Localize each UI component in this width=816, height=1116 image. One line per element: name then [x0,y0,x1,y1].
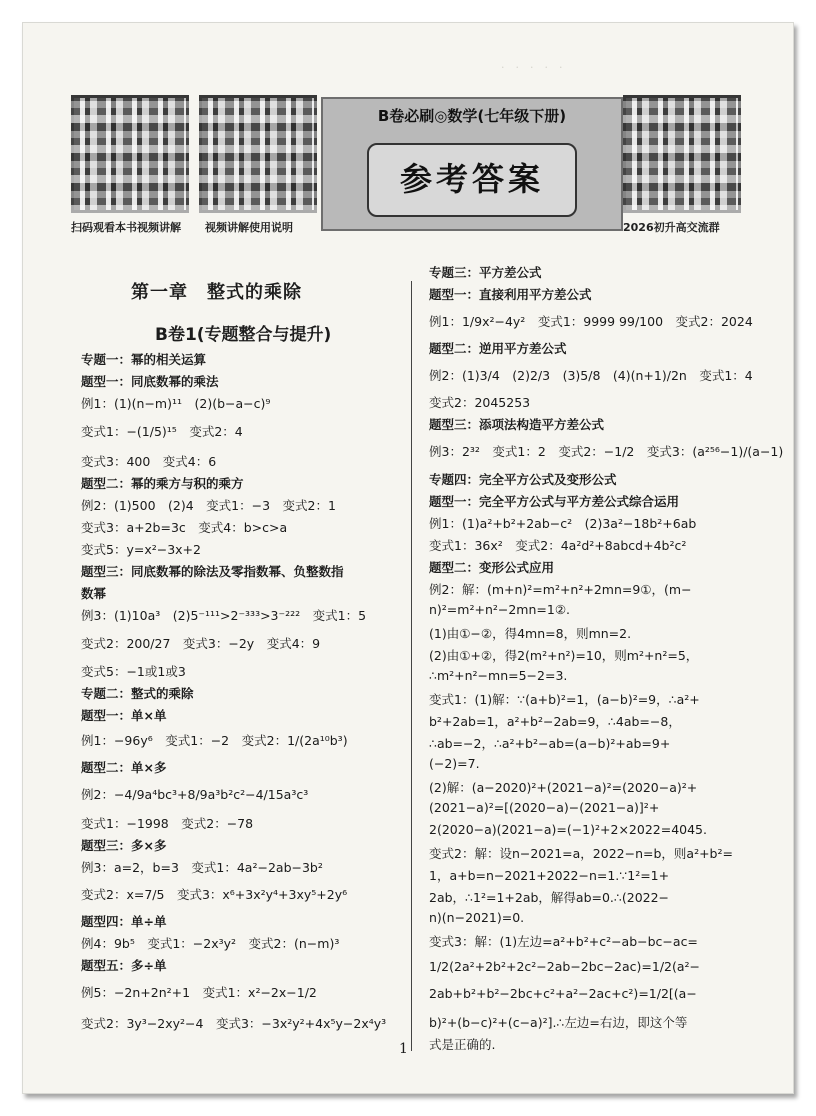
right-line: ∴ab=−2，∴a²+b²−ab=(a−b)²+ab=9+ [429,736,671,751]
right-line: 专题三：平方差公式 [429,265,542,280]
right-line: (−2)=7. [429,756,480,771]
right-line: 变式2：解：设n−2021=a，2022−n=b，则a²+b²= [429,846,733,861]
right-line: 例3：2³² 变式1：2 变式2：−1/2 变式3：(a²⁵⁶−1)/(a−1) [429,444,784,459]
left-line: 题型四：单÷单 [81,914,167,929]
right-line: 题型二：变形公式应用 [429,560,555,575]
right-line: b²+2ab=1，a²+b²−2ab=9，∴4ab=−8， [429,714,681,729]
qr-mid-caption: 视频讲解使用说明 [205,221,293,234]
right-line: 例1：1/9x²−4y² 变式1：9999 99/100 变式2：2024 [429,314,753,329]
right-line: 专题四：完全平方公式及变形公式 [429,472,617,487]
left-line: 变式3：400 变式4：6 [81,454,217,469]
left-line: 变式5：−1或1或3 [81,664,186,679]
right-line: 2ab+b²+b²−2bc+c²+a²−2ac+c²)=1/2[(a− [429,986,697,1001]
right-line: 2(2020−a)(2021−a)=(−1)²+2×2022=4045. [429,822,707,837]
right-line: (2021−a)²=[(2020−a)−(2021−a)]²+ [429,800,660,815]
left-line: 题型一：同底数幂的乘法 [81,374,219,389]
left-line: 题型二：幂的乘方与积的乘方 [81,476,244,491]
right-line: (2)由①+②，得2(m²+n²)=10，则m²+n²=5， [429,648,699,663]
left-line: 变式1：−1998 变式2：−78 [81,816,254,831]
right-line: 例1：(1)a²+b²+2ab−c² (2)3a²−18b²+6ab [429,516,697,531]
left-line: 例5：−2n+2n²+1 变式1：x²−2x−1/2 [81,985,317,1000]
left-line: 题型二：单×多 [81,760,167,775]
qr-left-caption: 扫码观看本书视频讲解 [71,221,181,234]
right-line: 题型一：直接利用平方差公式 [429,287,592,302]
page-number: 1 [399,1041,408,1057]
right-line: 例2：(1)3/4 (2)2/3 (3)5/8 (4)(n+1)/2n 变式1：4 [429,368,753,383]
right-line: 变式1：36x² 变式2：4a²d²+8abcd+4b²c² [429,538,687,553]
left-line: 例4：9b⁵ 变式1：−2x³y² 变式2：(n−m)³ [81,936,340,951]
left-line: 例2：−4/9a⁴bc³+8/9a³b²c²−4/15a³c³ [81,787,309,802]
answer-page [22,22,794,1094]
left-line: 题型三：同底数幂的除法及零指数幂、负整数指 [81,564,344,579]
qr-code-video-instructions[interactable] [199,95,317,213]
left-line: 例3：a=2，b=3 变式1：4a²−2ab−3b² [81,860,323,875]
left-line: 变式2：x=7/5 变式3：x⁶+3x²y⁴+3xy⁵+2y⁶ [81,887,348,902]
left-line: 数幂 [81,586,107,601]
left-line: 题型三：多×多 [81,838,167,853]
right-line: ∴m²+n²−mn=5−2=3. [429,668,568,683]
left-line: 变式2：3y³−2xy²−4 变式3：−3x²y²+4x⁵y−2x⁴y³ [81,1016,387,1031]
qr-code-exchange-group[interactable] [623,95,741,213]
left-line: 例2：(1)500 (2)4 变式1：−3 变式2：1 [81,498,336,513]
bleed-through-text: · · · · · [501,61,563,74]
title-banner [321,97,623,231]
right-line: 变式2：2045253 [429,395,531,410]
answer-title: 参考答案 [367,143,577,217]
right-line: 1，a+b=n−2021+2022−n=1.∵1²=1+ [429,868,670,883]
right-line: 2ab，∴1²=1+2ab，解得ab=0.∴(2022− [429,890,670,905]
left-line: 变式5：y=x²−3x+2 [81,542,201,557]
left-line: 例3：(1)10a³ (2)5⁻¹¹¹>2⁻³³³>3⁻²²² 变式1：5 [81,608,367,623]
section-title: B卷1(专题整合与提升) [155,325,332,345]
right-line: (2)解：(a−2020)²+(2021−a)²=(2020−a)²+ [429,780,698,795]
left-line: 变式2：200/27 变式3：−2y 变式4：9 [81,636,321,651]
chapter-title: 第一章 整式的乘除 [131,282,302,303]
right-line: n)²=m²+n²−2mn=1②. [429,602,571,617]
left-line: 例1：−96y⁶ 变式1：−2 变式2：1/(2a¹⁰b³) [81,733,348,748]
right-line: 题型三：添项法构造平方差公式 [429,417,605,432]
right-line: b)²+(b−c)²+(c−a)²].∴左边=右边，即这个等 [429,1015,688,1030]
right-line: 例2：解：(m+n)²=m²+n²+2mn=9①，(m− [429,582,692,597]
right-line: 题型二：逆用平方差公式 [429,341,567,356]
qr-right-caption: 2026初升高交流群 [623,221,720,234]
right-line: n)(n−2021)=0. [429,910,525,925]
left-line: 变式1：−(1/5)¹⁵ 变式2：4 [81,424,243,439]
left-line: 专题二：整式的乘除 [81,686,194,701]
banner-title: B卷必刷◎数学(七年级下册) [377,107,567,125]
left-line: 专题一：幂的相关运算 [81,352,207,367]
right-line: 变式3：解：(1)左边=a²+b²+c²−ab−bc−ac= [429,934,698,949]
right-line: 题型一：完全平方公式与平方差公式综合运用 [429,494,680,509]
right-line: 变式1：(1)解：∵(a+b)²=1，(a−b)²=9，∴a²+ [429,692,700,707]
column-divider [411,281,412,1051]
left-line: 变式3：a+2b=3c 变式4：b>c>a [81,520,288,535]
right-line: 1/2(2a²+2b²+2c²−2ab−2bc−2ac)=1/2(a²− [429,959,701,974]
qr-code-book-video[interactable] [71,95,189,213]
left-line: 题型一：单×单 [81,708,167,723]
right-line: (1)由①−②，得4mn=8，则mn=2. [429,626,632,641]
left-line: 题型五：多÷单 [81,958,167,973]
right-line: 式是正确的. [429,1037,496,1052]
left-line: 例1：(1)(n−m)¹¹ (2)(b−a−c)⁹ [81,396,271,411]
